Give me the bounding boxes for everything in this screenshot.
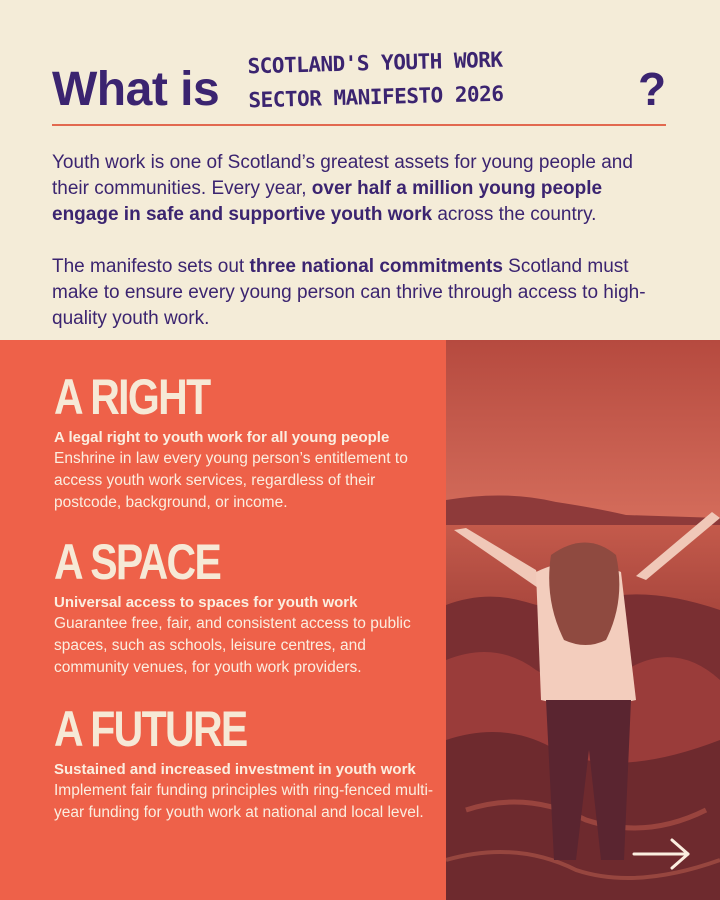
intro-text [52, 150, 672, 358]
title-what-is: What is [52, 63, 220, 116]
commitment-heading: A RIGHT [54, 369, 210, 425]
divider [52, 124, 666, 126]
handwritten-title [247, 43, 504, 118]
commitment-subheading: Sustained and increased investment in youth work [54, 761, 416, 778]
arrow-right-icon[interactable] [632, 836, 692, 872]
intro-paragraph-2: The manifesto sets out three national commitments Scotland must make to ensure every young person can thrive through access to high-quality youth work. [52, 256, 646, 329]
photo-person-on-rocks [446, 340, 720, 900]
commitment-future [54, 702, 434, 824]
photo-illustration [446, 340, 720, 900]
commitment-subheading: A legal right to youth work for all young people [54, 429, 390, 446]
commitment-heading: A FUTURE [54, 701, 247, 757]
commitment-subheading: Universal access to spaces for youth work [54, 594, 358, 611]
commitments-list [0, 340, 446, 900]
commitment-description: Guarantee free, fair, and consistent access to public spaces, such as schools, leisure centres, and community venues, for youth work providers. [54, 615, 411, 676]
commitment-right [54, 370, 434, 514]
commitment-heading: A SPACE [54, 534, 221, 590]
intro-section [0, 0, 720, 340]
title-row [52, 40, 672, 120]
commitment-description: Implement fair funding principles with ring-fenced multi-year funding for youth work at national and local level. [54, 782, 434, 821]
handwritten-title-line1: SCOTLAND'S YOUTH WORK [247, 47, 503, 79]
commitment-space [54, 535, 434, 679]
handwritten-title-line2: SECTOR MANIFESTO 2026 [248, 81, 504, 113]
title-question-mark: ? [638, 63, 667, 115]
commitments-section [0, 340, 720, 900]
intro-paragraph-1: Youth work is one of Scotland’s greatest assets for young people and their communities. Every year, over half a million young people engage in safe and supportive youth work across the country. [52, 152, 633, 225]
commitment-description: Enshrine in law every young person’s entitlement to access youth work services, regardless of their postcode, background, or income. [54, 450, 408, 511]
